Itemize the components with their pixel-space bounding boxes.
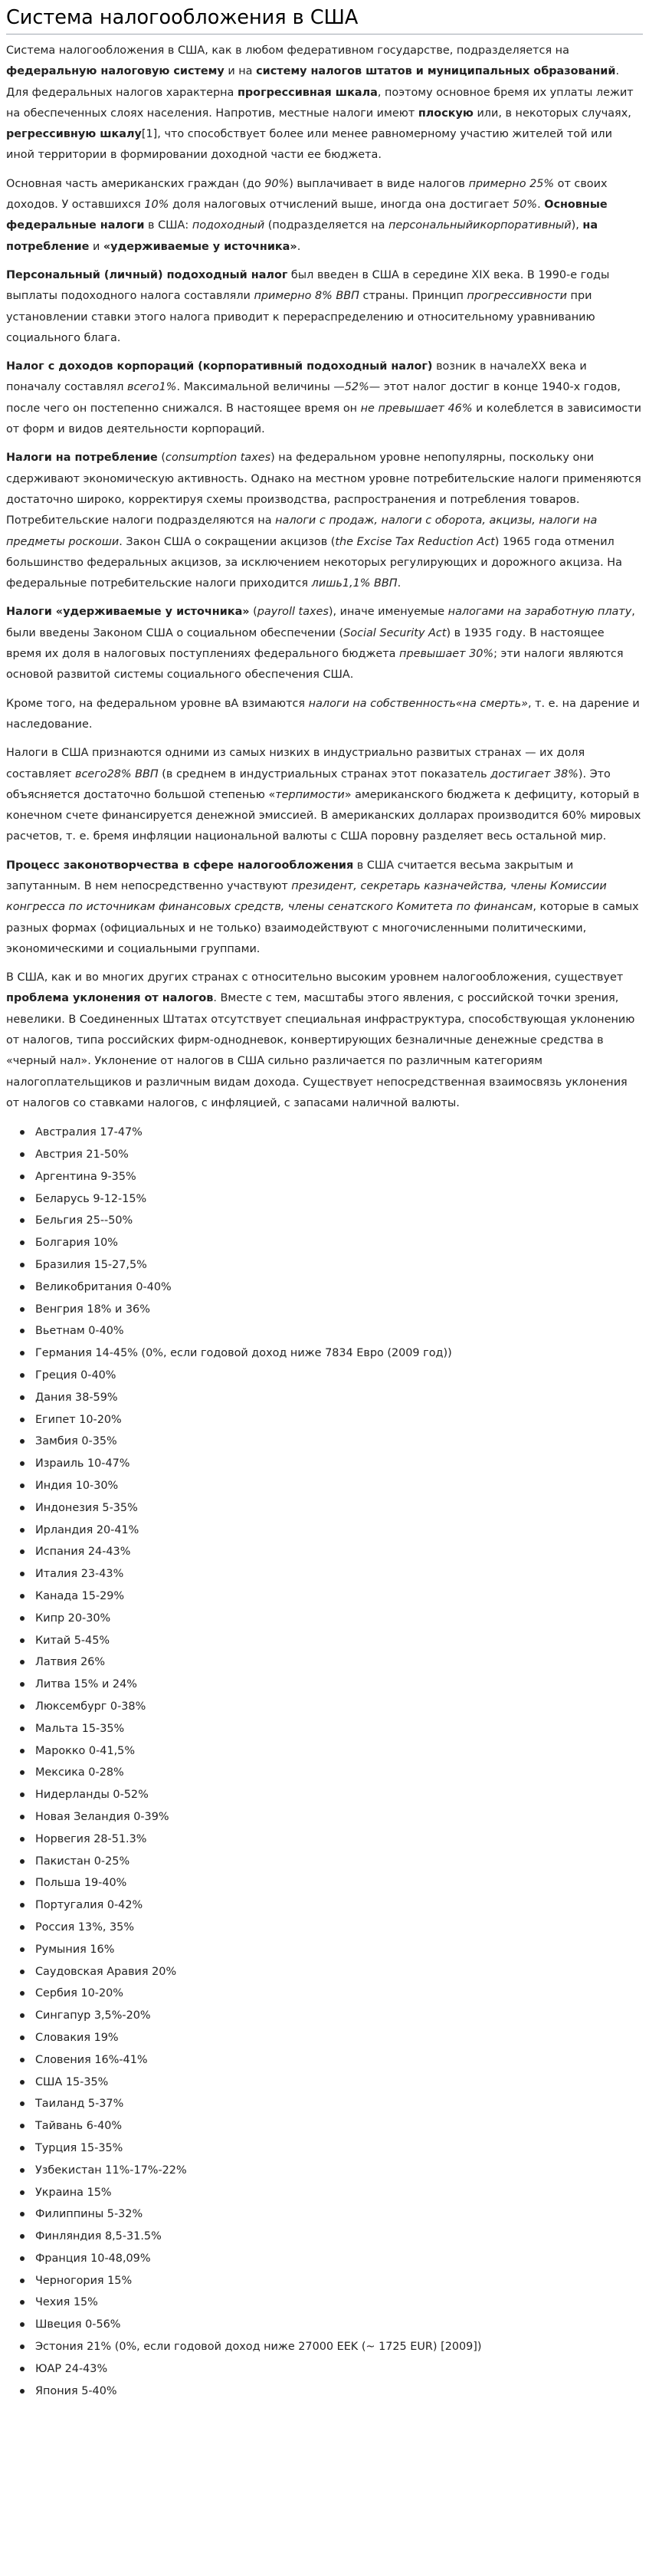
country-tax-rate-item: Филиппины 5-32% xyxy=(35,2203,643,2226)
country-tax-rate-item: Венгрия 18% и 36% xyxy=(35,1299,643,1321)
country-tax-rate-item: Сингапур 3,5%-20% xyxy=(35,2005,643,2027)
country-tax-rate-item: Новая Зеландия 0-39% xyxy=(35,1806,643,1829)
country-tax-rate-item: Ирландия 20-41% xyxy=(35,1520,643,1542)
country-tax-rate-item: Польша 19-40% xyxy=(35,1872,643,1894)
country-tax-rate-item: Австрия 21-50% xyxy=(35,1144,643,1166)
paragraph-corporate-tax: Налог с доходов корпораций (корпоративный подоходный налог) возник в началеXX века и поначалу составлял всего1%. Максимальной величины —52%— этот налог достиг в конце 1940-х годов, после чего он постепенно снижался. В настоящее время он не превышает 46% и колеблется в зависимости от форм и видов деятельности корпораций. xyxy=(6,360,641,436)
country-tax-rate-item: Румыния 16% xyxy=(35,1939,643,1961)
country-tax-rate-item: Бразилия 15-27,5% xyxy=(35,1254,643,1276)
country-tax-rate-item: Сербия 10-20% xyxy=(35,1983,643,2005)
country-tax-rate-item: Словакия 19% xyxy=(35,2027,643,2049)
country-tax-rate-item: Литва 15% и 24% xyxy=(35,1674,643,1696)
country-tax-rate-item: Болгария 10% xyxy=(35,1232,643,1254)
country-tax-rate-item: Португалия 0-42% xyxy=(35,1894,643,1917)
country-tax-rate-item: Швеция 0-56% xyxy=(35,2314,643,2336)
country-tax-rate-item: Украина 15% xyxy=(35,2182,643,2204)
country-tax-rate-item: Финляндия 8,5-31.5% xyxy=(35,2226,643,2248)
country-tax-rate-item: Россия 13%, 35% xyxy=(35,1917,643,1939)
country-tax-rate-item: Латвия 26% xyxy=(35,1651,643,1674)
country-tax-rate-item: Индия 10-30% xyxy=(35,1475,643,1497)
country-tax-rate-item: Словения 16%-41% xyxy=(35,2049,643,2072)
paragraph-property-taxes: Кроме того, на федеральном уровне вА взимаются налоги на собственность«на смерть», т. е. на дарение и наследование. xyxy=(6,697,640,731)
country-tax-rate-list xyxy=(6,1122,643,2402)
country-tax-rate-item: Франция 10-48,09% xyxy=(35,2248,643,2270)
country-tax-rate-item: Кипр 20-30% xyxy=(35,1608,643,1630)
country-tax-rate-item: Узбекистан 11%-17%-22% xyxy=(35,2160,643,2182)
country-tax-rate-item: Австралия 17-47% xyxy=(35,1122,643,1144)
paragraph-legislation-process: Процесс законотворчества в сфере налогообложения в США считается весьма закрытым и запутанным. В нем непосредственно участвуют президент, секретарь казначейства, члены Комиссии конгресса по источникам финансовых средств, члены сенатского Комитета по финансам, которые в самых разных формах (официальных и не только) взаимодействуют с многочисленными политическими, экономическими и социальными группами. xyxy=(6,859,639,955)
country-tax-rate-item: Вьетнам 0-40% xyxy=(35,1320,643,1342)
country-tax-rate-item: Замбия 0-35% xyxy=(35,1431,643,1453)
country-tax-rate-item: Эстония 21% (0%, если годовой доход ниже 27000 EEK (~ 1725 EUR) [2009]) xyxy=(35,2336,643,2358)
paragraph-main-federal-taxes: Основная часть американских граждан (до 90%) выплачивает в виде налогов примерно 25% от своих доходов. У оставшихся 10% доля налоговых отчислений выше, иногда она достигает 50%. Основные федеральные налоги в США: подоходный (подразделяется на персональныйикорпоративный), на потребление и «удерживаемые у источника». xyxy=(6,177,608,253)
country-tax-rate-item: Тайвань 6-40% xyxy=(35,2115,643,2137)
country-tax-rate-item: Черногория 15% xyxy=(35,2270,643,2292)
country-tax-rate-item: Италия 23-43% xyxy=(35,1563,643,1585)
country-tax-rate-item: Египет 10-20% xyxy=(35,1409,643,1431)
country-tax-rate-item: Израиль 10-47% xyxy=(35,1453,643,1475)
country-tax-rate-item: Нидерланды 0-52% xyxy=(35,1784,643,1806)
country-tax-rate-item: Турция 15-35% xyxy=(35,2137,643,2160)
country-tax-rate-item: Индонезия 5-35% xyxy=(35,1497,643,1520)
paragraph-tax-evasion: В США, как и во многих других странах с относительно высоким уровнем налогообложения, существует проблема уклонения от налогов. Вместе с тем, масштабы этого явления, с российской точки зрения, невелики. В Соединенных Штатах отсутствует специальная инфраструктура, способствующая уклонению от налогов, типа российских фирм-однодневок, конвертирующих безналичные денежные средства в «черный нал». Уклонение от налогов в США сильно различается по различным категориям налогоплательщиков и различным видам дохода. Существует непосредственная взаимосвязь уклонения от налогов со ставками налогов, с инфляцией, с запасами наличной валюты. xyxy=(6,971,635,1109)
country-tax-rate-item: Греция 0-40% xyxy=(35,1365,643,1387)
country-tax-rate-item: Мальта 15-35% xyxy=(35,1718,643,1740)
country-tax-rate-item: США 15-35% xyxy=(35,2072,643,2094)
country-tax-rate-item: ЮАР 24-43% xyxy=(35,2358,643,2380)
page-title: Система налогообложения в США xyxy=(6,0,643,34)
country-tax-rate-item: Германия 14-45% (0%, если годовой доход ниже 7834 Евро (2009 год)) xyxy=(35,1342,643,1365)
country-tax-rate-item: Дания 38-59% xyxy=(35,1387,643,1409)
paragraph-tax-system-overview: Система налогообложения в США, как в любом федеративном государстве, подразделяется на федеральную налоговую систему и на систему налогов штатов и муниципальных образований. Для федеральных налогов характерна прогрессивная шкала, поэтому основное бремя их уплаты лежит на обеспеченных слоях населения. Напротив, местные налоги имеют плоскую или, в некоторых случаях, регрессивную шкалу[1], что способствует более или менее равномерному участию жителей той или иной территории в формировании доходной части ее бюджета. xyxy=(6,44,634,162)
country-tax-rate-item: Саудовская Аравия 20% xyxy=(35,1961,643,1983)
country-tax-rate-item: Бельгия 25--50% xyxy=(35,1210,643,1232)
country-tax-rate-item: Китай 5-45% xyxy=(35,1630,643,1652)
country-tax-rate-item: Испания 24-43% xyxy=(35,1541,643,1563)
paragraph-tax-level: Налоги в США признаются одними из самых низких в индустриально развитых странах — их доля составляет всего28% ВВП (в среднем в индустриальных странах этот показатель достигает 38%). Это объясняется достаточно большой степенью «терпимости» американского бюджета к дефициту, который в конечном счете финансируется денежной эмиссией. В американских долларах производится 60% мировых расчетов, т. е. бремя инфляции национальной валюты с США поровну разделяет весь остальной мир. xyxy=(6,747,641,843)
country-tax-rate-item: Беларусь 9-12-15% xyxy=(35,1188,643,1211)
country-tax-rate-item: Чехия 15% xyxy=(35,2292,643,2314)
country-tax-rate-item: Великобритания 0-40% xyxy=(35,1276,643,1299)
paragraph-payroll-taxes: Налоги «удерживаемые у источника» (payroll taxes), иначе именуемые налогами на заработную плату, были введены Законом США о социальном обеспечении (Social Security Act) в 1935 году. В настоящее время их доля в налоговых поступлениях федерального бюджета превышает 30%; эти налоги являются основой развитой системы социального обеспечения США. xyxy=(6,606,635,682)
country-tax-rate-item: Аргентина 9-35% xyxy=(35,1166,643,1188)
country-tax-rate-item: Марокко 0-41,5% xyxy=(35,1740,643,1763)
country-tax-rate-item: Таиланд 5-37% xyxy=(35,2093,643,2115)
paragraph-consumption-taxes: Налоги на потребление (consumption taxes) на федеральном уровне непопулярны, поскольку они сдерживают экономическую активность. Однако на местном уровне потребительские налоги применяются достаточно широко, корректируя схемы производства, распространения и потребления товаров. Потребительские налоги подразделяются на налоги с продаж, налоги с оборота, акцизы, налоги на предметы роскоши. Закон США о сокращении акцизов (the Excise Tax Reduction Act) 1965 года отменил большинство федеральных акцизов, за исключением некоторых регулирующих и дорожного акциза. На федеральные потребительские налоги приходится лишь1,1% ВВП. xyxy=(6,452,641,590)
country-tax-rate-item: Канада 15-29% xyxy=(35,1585,643,1608)
paragraph-personal-income-tax: Персональный (личный) подоходный налог был введен в США в середине XIX века. В 1990-е годы выплаты подоходного налога составляли примерно 8% ВВП страны. Принцип прогрессивности при установлении ставки этого налога приводит к перераспределению и относительному уравниванию социального блага. xyxy=(6,268,610,344)
country-tax-rate-item: Люксембург 0-38% xyxy=(35,1696,643,1718)
country-tax-rate-item: Норвегия 28-51.3% xyxy=(35,1829,643,1851)
country-tax-rate-item: Япония 5-40% xyxy=(35,2380,643,2403)
country-tax-rate-item: Пакистан 0-25% xyxy=(35,1851,643,1873)
country-tax-rate-item: Мексика 0-28% xyxy=(35,1762,643,1784)
